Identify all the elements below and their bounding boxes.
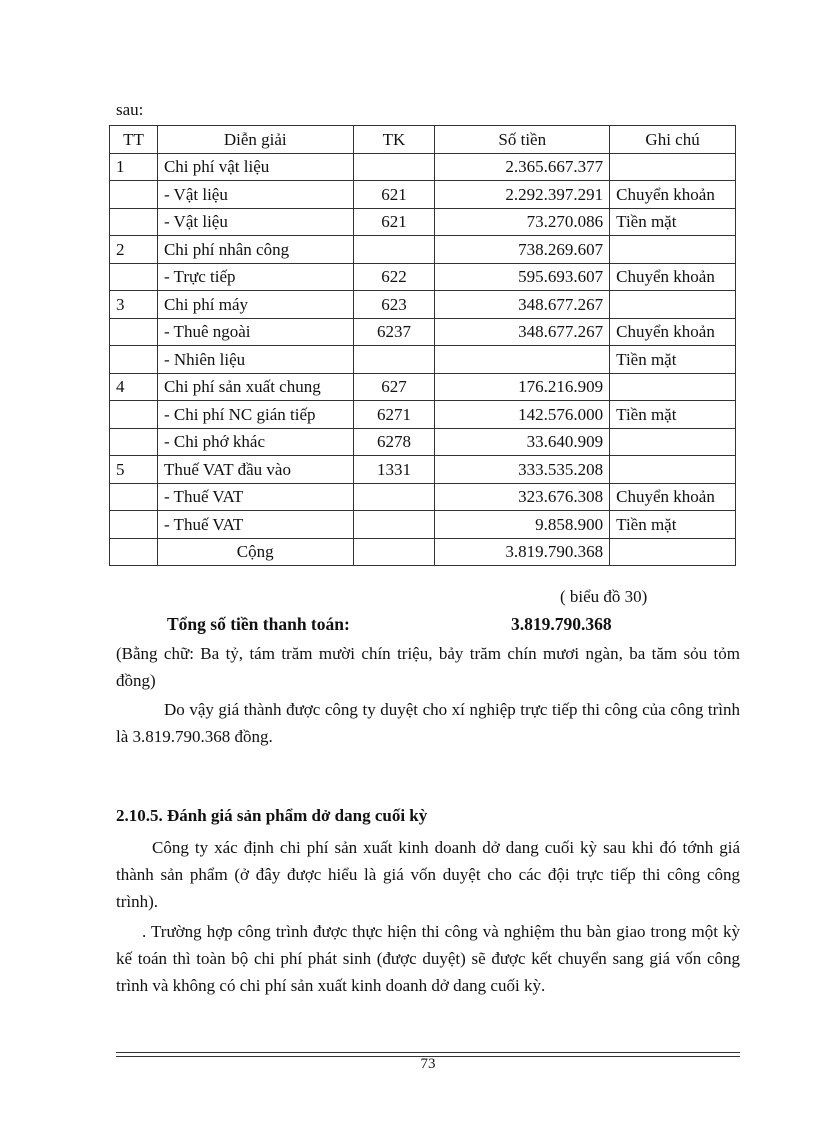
cell-note: Chuyển khoản: [610, 181, 736, 209]
approval-paragraph: Do vậy giá thành được công ty duyệt cho xí nghiệp trực tiếp thi công của công trình là 3.819.790.368 đồng.: [116, 700, 740, 746]
cell-amount: 9.858.900: [435, 511, 610, 539]
table-row: [110, 263, 736, 291]
cell-note: Tiền mặt: [610, 401, 736, 429]
table-row: [110, 181, 736, 209]
table-row: [110, 153, 736, 181]
cell-tt: 4: [110, 373, 158, 401]
cell-description: Thuế VAT đầu vào: [157, 456, 353, 484]
table-row: [110, 483, 736, 511]
cell-tt: [110, 428, 158, 456]
cell-note: Tiền mặt: [610, 208, 736, 236]
cell-description: - Nhiên liệu: [157, 346, 353, 374]
table-row: [110, 291, 736, 319]
cell-account: [353, 538, 435, 566]
paragraph: . Trường hợp công trình được thực hiện thi công và nghiệm thu bàn giao trong một kỳ kế toán thì toàn bộ chi phí phát sinh (được duyệt) sẽ được kết chuyển sang giá vốn công trình và không có chi phí sản xuất kinh doanh dở dang cuối kỳ.: [116, 922, 740, 995]
cell-account: [353, 483, 435, 511]
cell-tt: [110, 208, 158, 236]
amount-in-words: (Bằng chữ: Ba tỷ, tám trăm mười chín triệu, bảy trăm chín mươi ngàn, ba tăm sỏu tỏm đồng): [116, 644, 740, 690]
cell-tt: 5: [110, 456, 158, 484]
table-row: [110, 401, 736, 429]
cell-tt: [110, 346, 158, 374]
cell-account: 1331: [353, 456, 435, 484]
total-amount: 3.819.790.368: [435, 538, 610, 566]
cell-account: 623: [353, 291, 435, 319]
header-description: Diễn giải: [157, 126, 353, 154]
header-tt: TT: [110, 126, 158, 154]
cell-amount: 595.693.607: [435, 263, 610, 291]
cell-note: [610, 456, 736, 484]
cell-account: 627: [353, 373, 435, 401]
cell-tt: [110, 318, 158, 346]
cell-amount: 2.365.667.377: [435, 153, 610, 181]
cell-tt: [110, 181, 158, 209]
table-row: [110, 373, 736, 401]
page-number: 73: [420, 1056, 436, 1072]
cell-description: - Vật liệu: [157, 181, 353, 209]
total-label: Cộng: [157, 538, 353, 566]
cell-account: [353, 153, 435, 181]
cell-tt: [110, 401, 158, 429]
cell-note: [610, 538, 736, 566]
cell-description: Chi phí máy: [157, 291, 353, 319]
cell-account: 6271: [353, 401, 435, 429]
cell-note: Tiền mặt: [610, 511, 736, 539]
table-header-row: [110, 126, 736, 154]
cell-tt: [110, 483, 158, 511]
table-row: [110, 346, 736, 374]
section-heading: 2.10.5. Đánh giá sản phẩm dở dang cuối kỳ: [116, 806, 428, 825]
total-payment-label: Tổng số tiền thanh toán:: [167, 614, 350, 634]
cell-note: Chuyển khoản: [610, 483, 736, 511]
header-account: TK: [353, 126, 435, 154]
cell-account: 622: [353, 263, 435, 291]
cell-description: - Chi phớ khác: [157, 428, 353, 456]
cell-description: Chi phí sản xuất chung: [157, 373, 353, 401]
table-row: [110, 208, 736, 236]
cell-tt: 1: [110, 153, 158, 181]
cell-tt: [110, 263, 158, 291]
cell-description: - Thuế VAT: [157, 483, 353, 511]
cell-description: Chi phí nhân công: [157, 236, 353, 264]
cell-description: Chi phí vật liệu: [157, 153, 353, 181]
cell-account: 621: [353, 181, 435, 209]
cell-tt: [110, 511, 158, 539]
cell-note: [610, 428, 736, 456]
table-row: [110, 318, 736, 346]
cell-amount: [435, 346, 610, 374]
cell-account: [353, 346, 435, 374]
chart-reference: ( biểu đồ 30): [560, 587, 648, 606]
cell-description: - Chi phí NC gián tiếp: [157, 401, 353, 429]
cell-account: 621: [353, 208, 435, 236]
paragraph: Công ty xác định chi phí sản xuất kinh doanh dở dang cuối kỳ sau khi đó tớnh giá thành sản phẩm (ở đây được hiểu là giá vốn duyệt cho các đội trực tiếp thi công công trình).: [116, 838, 740, 911]
cell-note: [610, 153, 736, 181]
header-amount: Số tiền: [435, 126, 610, 154]
cell-tt: 3: [110, 291, 158, 319]
cell-amount: 142.576.000: [435, 401, 610, 429]
cell-note: [610, 373, 736, 401]
cell-note: Tiền mặt: [610, 346, 736, 374]
cell-amount: 176.216.909: [435, 373, 610, 401]
cell-amount: 738.269.607: [435, 236, 610, 264]
cell-amount: 348.677.267: [435, 318, 610, 346]
cell-amount: 333.535.208: [435, 456, 610, 484]
cell-note: [610, 291, 736, 319]
cell-description: - Thuê ngoài: [157, 318, 353, 346]
table-row: [110, 511, 736, 539]
cell-account: [353, 236, 435, 264]
total-payment-value: 3.819.790.368: [511, 614, 612, 634]
cell-note: Chuyển khoản: [610, 318, 736, 346]
header-note: Ghi chú: [610, 126, 736, 154]
cell-amount: 33.640.909: [435, 428, 610, 456]
cell-amount: 323.676.308: [435, 483, 610, 511]
table-row: [110, 456, 736, 484]
cell-description: - Trực tiếp: [157, 263, 353, 291]
cell-tt: [110, 538, 158, 566]
cell-description: - Thuế VAT: [157, 511, 353, 539]
cell-note: Chuyển khoản: [610, 263, 736, 291]
cell-amount: 348.677.267: [435, 291, 610, 319]
cell-tt: 2: [110, 236, 158, 264]
cell-account: [353, 511, 435, 539]
cell-note: [610, 236, 736, 264]
table-row: [110, 236, 736, 264]
intro-text: sau:: [116, 100, 144, 119]
cell-account: 6237: [353, 318, 435, 346]
table-row: [110, 428, 736, 456]
cell-amount: 2.292.397.291: [435, 181, 610, 209]
cell-description: - Vật liệu: [157, 208, 353, 236]
table-total-row: [110, 538, 736, 566]
cell-amount: 73.270.086: [435, 208, 610, 236]
cell-account: 6278: [353, 428, 435, 456]
cost-table: [109, 125, 736, 566]
